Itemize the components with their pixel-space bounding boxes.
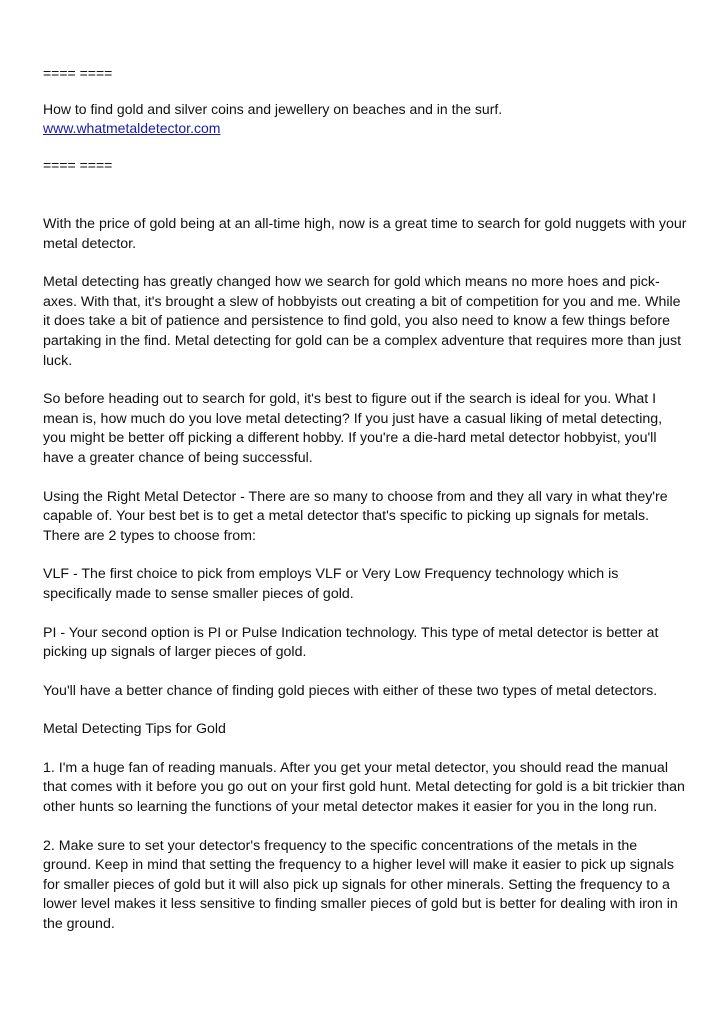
paragraph-better-chance: You'll have a better chance of finding gold pieces with either of these two types of metal detectors. xyxy=(43,682,658,699)
website-link[interactable]: www.whatmetaldetector.com xyxy=(43,120,221,136)
spacer xyxy=(43,83,688,100)
article-body xyxy=(43,215,688,935)
paragraph-intro: With the price of gold being at an all-time high, now is a great time to search for gold nuggets with your metal detector. xyxy=(43,216,687,252)
spacer xyxy=(43,175,688,215)
intro-text: How to find gold and silver coins and jewellery on beaches and in the surf. xyxy=(43,101,503,117)
section-heading-tips: Metal Detecting Tips for Gold xyxy=(43,721,226,738)
separator-top: ==== ==== xyxy=(43,65,113,81)
paragraph-search-ideal: So before heading out to search for gold, it's best to figure out if the search is ideal for you. What I mean is, how much do you love metal detecting? If you just have a casual liking of metal detecting, you might be better off picking a different hobby. If you're a die-hard metal detector hobbyist, you'll have a greater chance of being successful. xyxy=(43,391,663,466)
separator-bottom: ==== ==== xyxy=(43,157,113,173)
paragraph-metal-detecting: Metal detecting has greatly changed how we search for gold which means no more hoes and pick-axes. With that, it's brought a slew of hobbyists out creating a bit of competition for you and me. While it does take a bit of patience and persistence to find gold, you also need to know a few things before partaking in the find. Metal detecting for gold can be a complex adventure that requires more than just luck. xyxy=(43,274,682,369)
spacer xyxy=(43,138,688,156)
paragraph-vlf: VLF - The first choice to pick from employs VLF or Very Low Frequency technology which is specifically made to sense smaller pieces of gold. xyxy=(43,566,619,602)
paragraph-tip-2: 2. Make sure to set your detector's frequency to the specific concentrations of the metals in the ground. Keep in mind that setting the frequency to a higher level will make it easier to pick up signals for smaller pieces of gold but it will also pick up signals for other minerals. Setting the frequency to a lower level makes it less sensitive to finding smaller pieces of gold but is better for dealing with iron in the ground. xyxy=(43,837,678,933)
paragraph-pi: PI - Your second option is PI or Pulse Indication technology. This type of metal detector is better at picking up signals of larger pieces of gold. xyxy=(43,624,659,661)
paragraph-tip-1: 1. I'm a huge fan of reading manuals. After you get your metal detector, you should read the manual that comes with it before you go out on your first gold hunt. Metal detecting for gold is a bit trickier than other hunts so learning the functions of your metal detector makes it easier for you in the long run. xyxy=(43,759,685,816)
paragraph-right-detector: Using the Right Metal Detector - There are so many to choose from and they all vary in what they're capable of. Your best bet is to get a metal detector that's specific to picking up signals for metals. There are 2 types to choose from: xyxy=(43,488,668,544)
